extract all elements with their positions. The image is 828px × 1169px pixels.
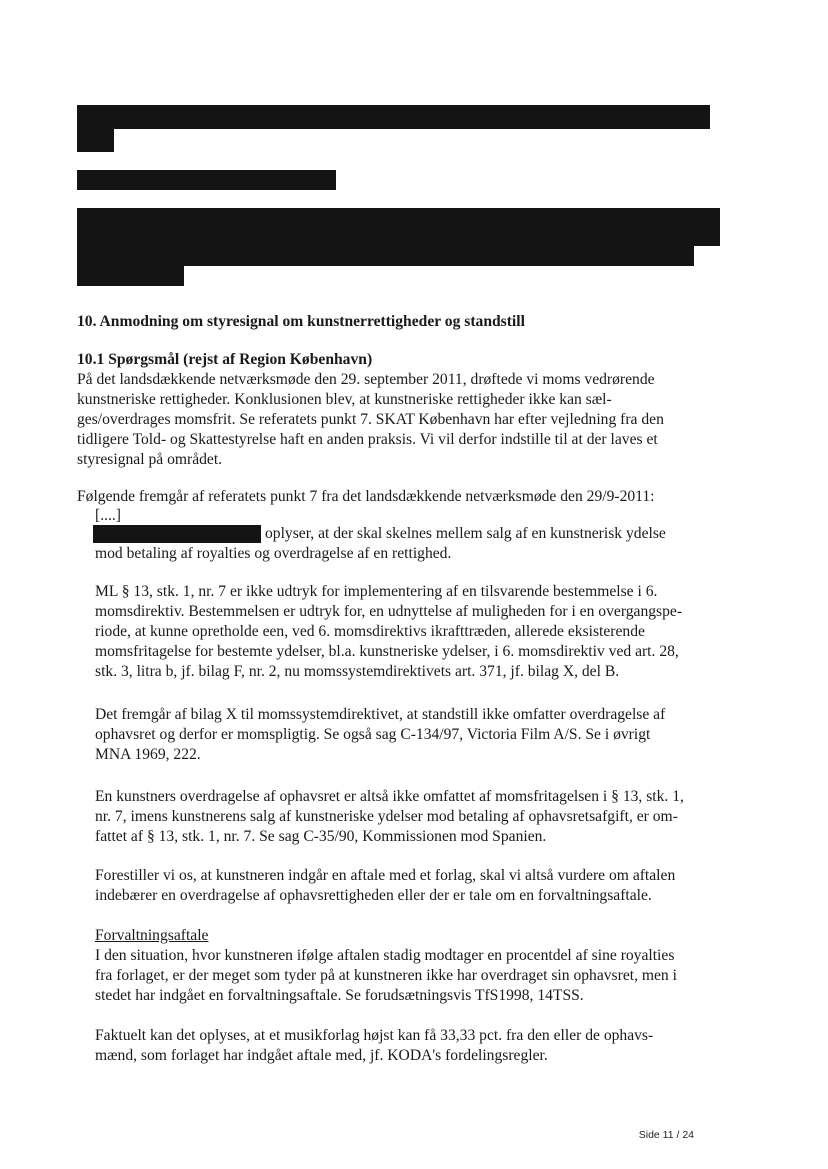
text-line: styresignal på området. (77, 451, 223, 468)
text-line: riode, at kunne opretholde een, ved 6. momsdirektivs ikrafttræden, allerede eksisterende (95, 623, 645, 640)
ellipsis: [....] (95, 507, 121, 524)
text-line: Faktuelt kan det oplyses, at et musikforlag højst kan få 33,33 pct. fra den eller de ophavs- (95, 1027, 654, 1044)
redaction-block (77, 266, 184, 286)
section-heading: 10. Anmodning om styresignal om kunstnerrettigheder og standstill (77, 313, 525, 330)
text-line: Det fremgår af bilag X til momssystemdirektivet, at standstill ikke omfatter overdragelse af (95, 706, 666, 723)
redaction-block (77, 170, 336, 190)
text-line: tidligere Told- og Skattestyrelse haft en anden praksis. Vi vil derfor indstille til at der laves et (77, 431, 658, 448)
redaction-block (77, 246, 694, 266)
redaction-block (77, 129, 114, 152)
redaction-block (93, 525, 261, 543)
redaction-block (77, 208, 720, 246)
text-line: fra forlaget, er der meget som tyder på at kunstneren ikke har overdraget sin ophavsret, men i (95, 967, 677, 984)
text-line: ML § 13, stk. 1, nr. 7 er ikke udtryk for implementering af en tilsvarende bestemmelse i 6. (95, 583, 658, 600)
subsection-heading: 10.1 Spørgsmål (rejst af Region København) (77, 351, 373, 368)
text-line: stedet har indgået en forvaltningsaftale. Se forudsætningsvis TfS1998, 14TSS. (95, 987, 584, 1004)
text-line: oplyser, at der skal skelnes mellem salg af en kunstnerisk ydelse (265, 525, 666, 542)
text-line: stk. 3, litra b, jf. bilag F, nr. 2, nu momssystemdirektivets art. 371, jf. bilag X, del B. (95, 663, 620, 680)
text-line: momsdirektiv. Bestemmelsen er udtryk for, en udnyttelse af muligheden for i en overgangspe- (95, 603, 683, 620)
subheading-forvaltningsaftale: Forvaltningsaftale (95, 927, 209, 944)
text-line: I den situation, hvor kunstneren ifølge aftalen stadig modtager en procentdel af sine royalties (95, 947, 675, 964)
text-line: På det landsdækkende netværksmøde den 29. september 2011, drøftede vi moms vedrørende (77, 371, 655, 388)
text-line: En kunstners overdragelse af ophavsret er altså ikke omfattet af momsfritagelsen i § 13, stk. 1, (95, 788, 684, 805)
page-number: Side 11 / 24 (638, 1129, 694, 1141)
text-line: mænd, som forlaget har indgået aftale med, jf. KODA's fordelingsregler. (95, 1047, 548, 1064)
text-line: kunstneriske rettigheder. Konklusionen blev, at kunstneriske rettigheder ikke kan sæl- (77, 391, 612, 408)
text-line: indebærer en overdragelse af ophavsrettigheden eller der er tale om en forvaltningsaftale. (95, 887, 652, 904)
text-line: ges/overdrages momsfrit. Se referatets punkt 7. SKAT København har efter vejledning fra den (77, 411, 664, 428)
paragraph-intro: Følgende fremgår af referatets punkt 7 fra det landsdækkende netværksmøde den 29/9-2011: (77, 488, 655, 505)
text-line: nr. 7, imens kunstnerens salg af kunstneriske ydelser mod betaling af ophavsretsafgift, er om- (95, 808, 678, 825)
text-line: ophavsret og derfor er momspligtig. Se også sag C-134/97, Victoria Film A/S. Se i øvrigt (95, 726, 651, 743)
redaction-block (77, 105, 710, 129)
text-line: Forestiller vi os, at kunstneren indgår en aftale med et forlag, skal vi altså vurdere om aftalen (95, 867, 676, 884)
text-line: fattet af § 13, stk. 1, nr. 7. Se sag C-35/90, Kommissionen mod Spanien. (95, 828, 547, 845)
text-line: momsfritagelse for bestemte ydelser, bl.a. kunstneriske ydelser, i 6. momsdirektiv ved art. 28, (95, 643, 679, 660)
text-line: mod betaling af royalties og overdragelse af en rettighed. (95, 545, 452, 562)
text-line: MNA 1969, 222. (95, 746, 201, 763)
